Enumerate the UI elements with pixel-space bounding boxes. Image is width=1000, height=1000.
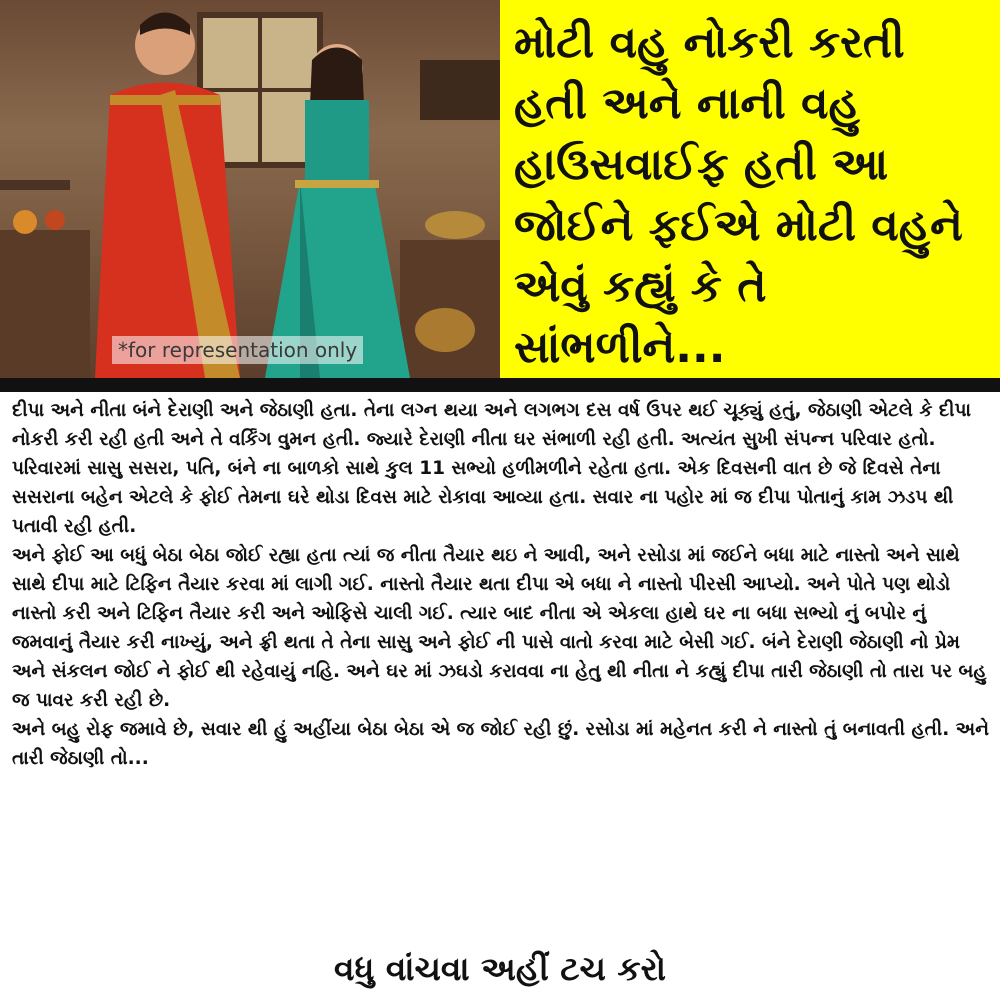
header-banner: [0, 0, 1000, 378]
women-in-kitchen-illustration: [0, 0, 500, 378]
article-paragraph: અને બહુ રોફ જમાવે છે, સવાર થી હું અહીંયા બેઠા બેઠા એ જ જોઈ રહી છું. રસોડા માં મહેનત કરી ને નાસ્તો તું બનાવતી હતી. અને તારી જેઠાણી તો...: [12, 719, 989, 769]
headline: મોટી વહુ નોકરી કરતી હતી અને નાની વહુ હાઉસવાઈફ હતી આ જોઈને ફઈએ મોટી વહુને એવું કહ્યું કે તે સાંભળીને...: [514, 17, 963, 373]
image-caption: *for representation only: [112, 336, 363, 364]
article-paragraph: અને ફોઈ આ બધું બેઠા બેઠા જોઈ રહ્યા હતા ત્યાં જ નીતા તૈયાર થઇ ને આવી, અને રસોડા માં જઈને બધા માટે નાસ્તો અને સાથે સાથે દીપા માટે ટિફિન તૈયાર કરવા માં લાગી ગઈ. નાસ્તો તૈયાર થતા દીપા એ બધા ને નાસ્તો પીરસી આપ્યો. અને પોતે પણ થોડો નાસ્તો કરી અને ટિફિન તૈયાર કરી અને ઓફિસે ચાલી ગઈ. ત્યાર બાદ નીતા એ એકલા હાથે ઘર ના બધા સભ્યો નું બપોર નું જમવાનું તૈયાર કરી નાખ્યું, અને ફ્રી થતા તે તેના સાસુ અને ફોઈ ની પાસે વાતો કરવા માટે બેસી ગઈ. બંને દેરાણી જેઠાણી નો પ્રેમ અને સંકલન જોઈ ને ફોઈ થી રહેવાયું નહિ. અને ઘર માં ઝઘડો કરાવવા ના હેતુ થી નીતા ને કહ્યું દીપા તારી જેઠાણી તો તારા પર બહુ જ પાવર કરી રહી છે.: [12, 545, 987, 711]
story-photo: [0, 0, 500, 378]
divider-bar: [0, 378, 1000, 392]
article-paragraph: પરિવારમાં સાસુ સસરા, પતિ, બંને ના બાળકો સાથે કુલ 11 સભ્યો હળીમળીને રહેતા હતા. એક દિવસની વાત છે જે દિવસે તેના સસરાના બહેન એટલે કે ફોઈ તેમના ઘરે થોડા દિવસ માટે રોકાવા આવ્યા હતા. સવાર ના પહોર માં જ દીપા પોતાનું કામ ઝડપ થી પતાવી રહી હતી.: [12, 458, 954, 537]
article-body: [12, 396, 992, 773]
read-more-link[interactable]: વધુ વાંચવા અહીં ટચ કરો: [334, 949, 666, 988]
headline-panel: [500, 0, 1000, 378]
article-paragraph: દીપા અને નીતા બંને દેરાણી અને જેઠાણી હતા. તેના લગ્ન થયા અને લગભગ દસ વર્ષ ઉપર થઈ ચૂક્યું હતું, જેઠાણી એટલે કે દીપા નોકરી કરી રહી હતી અને તે વર્કિંગ વુમન હતી. જ્યારે દેરાણી નીતા ઘર સંભાળી રહી હતી. અત્યંત સુખી સંપન્ન પરિવાર હતો.: [12, 400, 972, 450]
